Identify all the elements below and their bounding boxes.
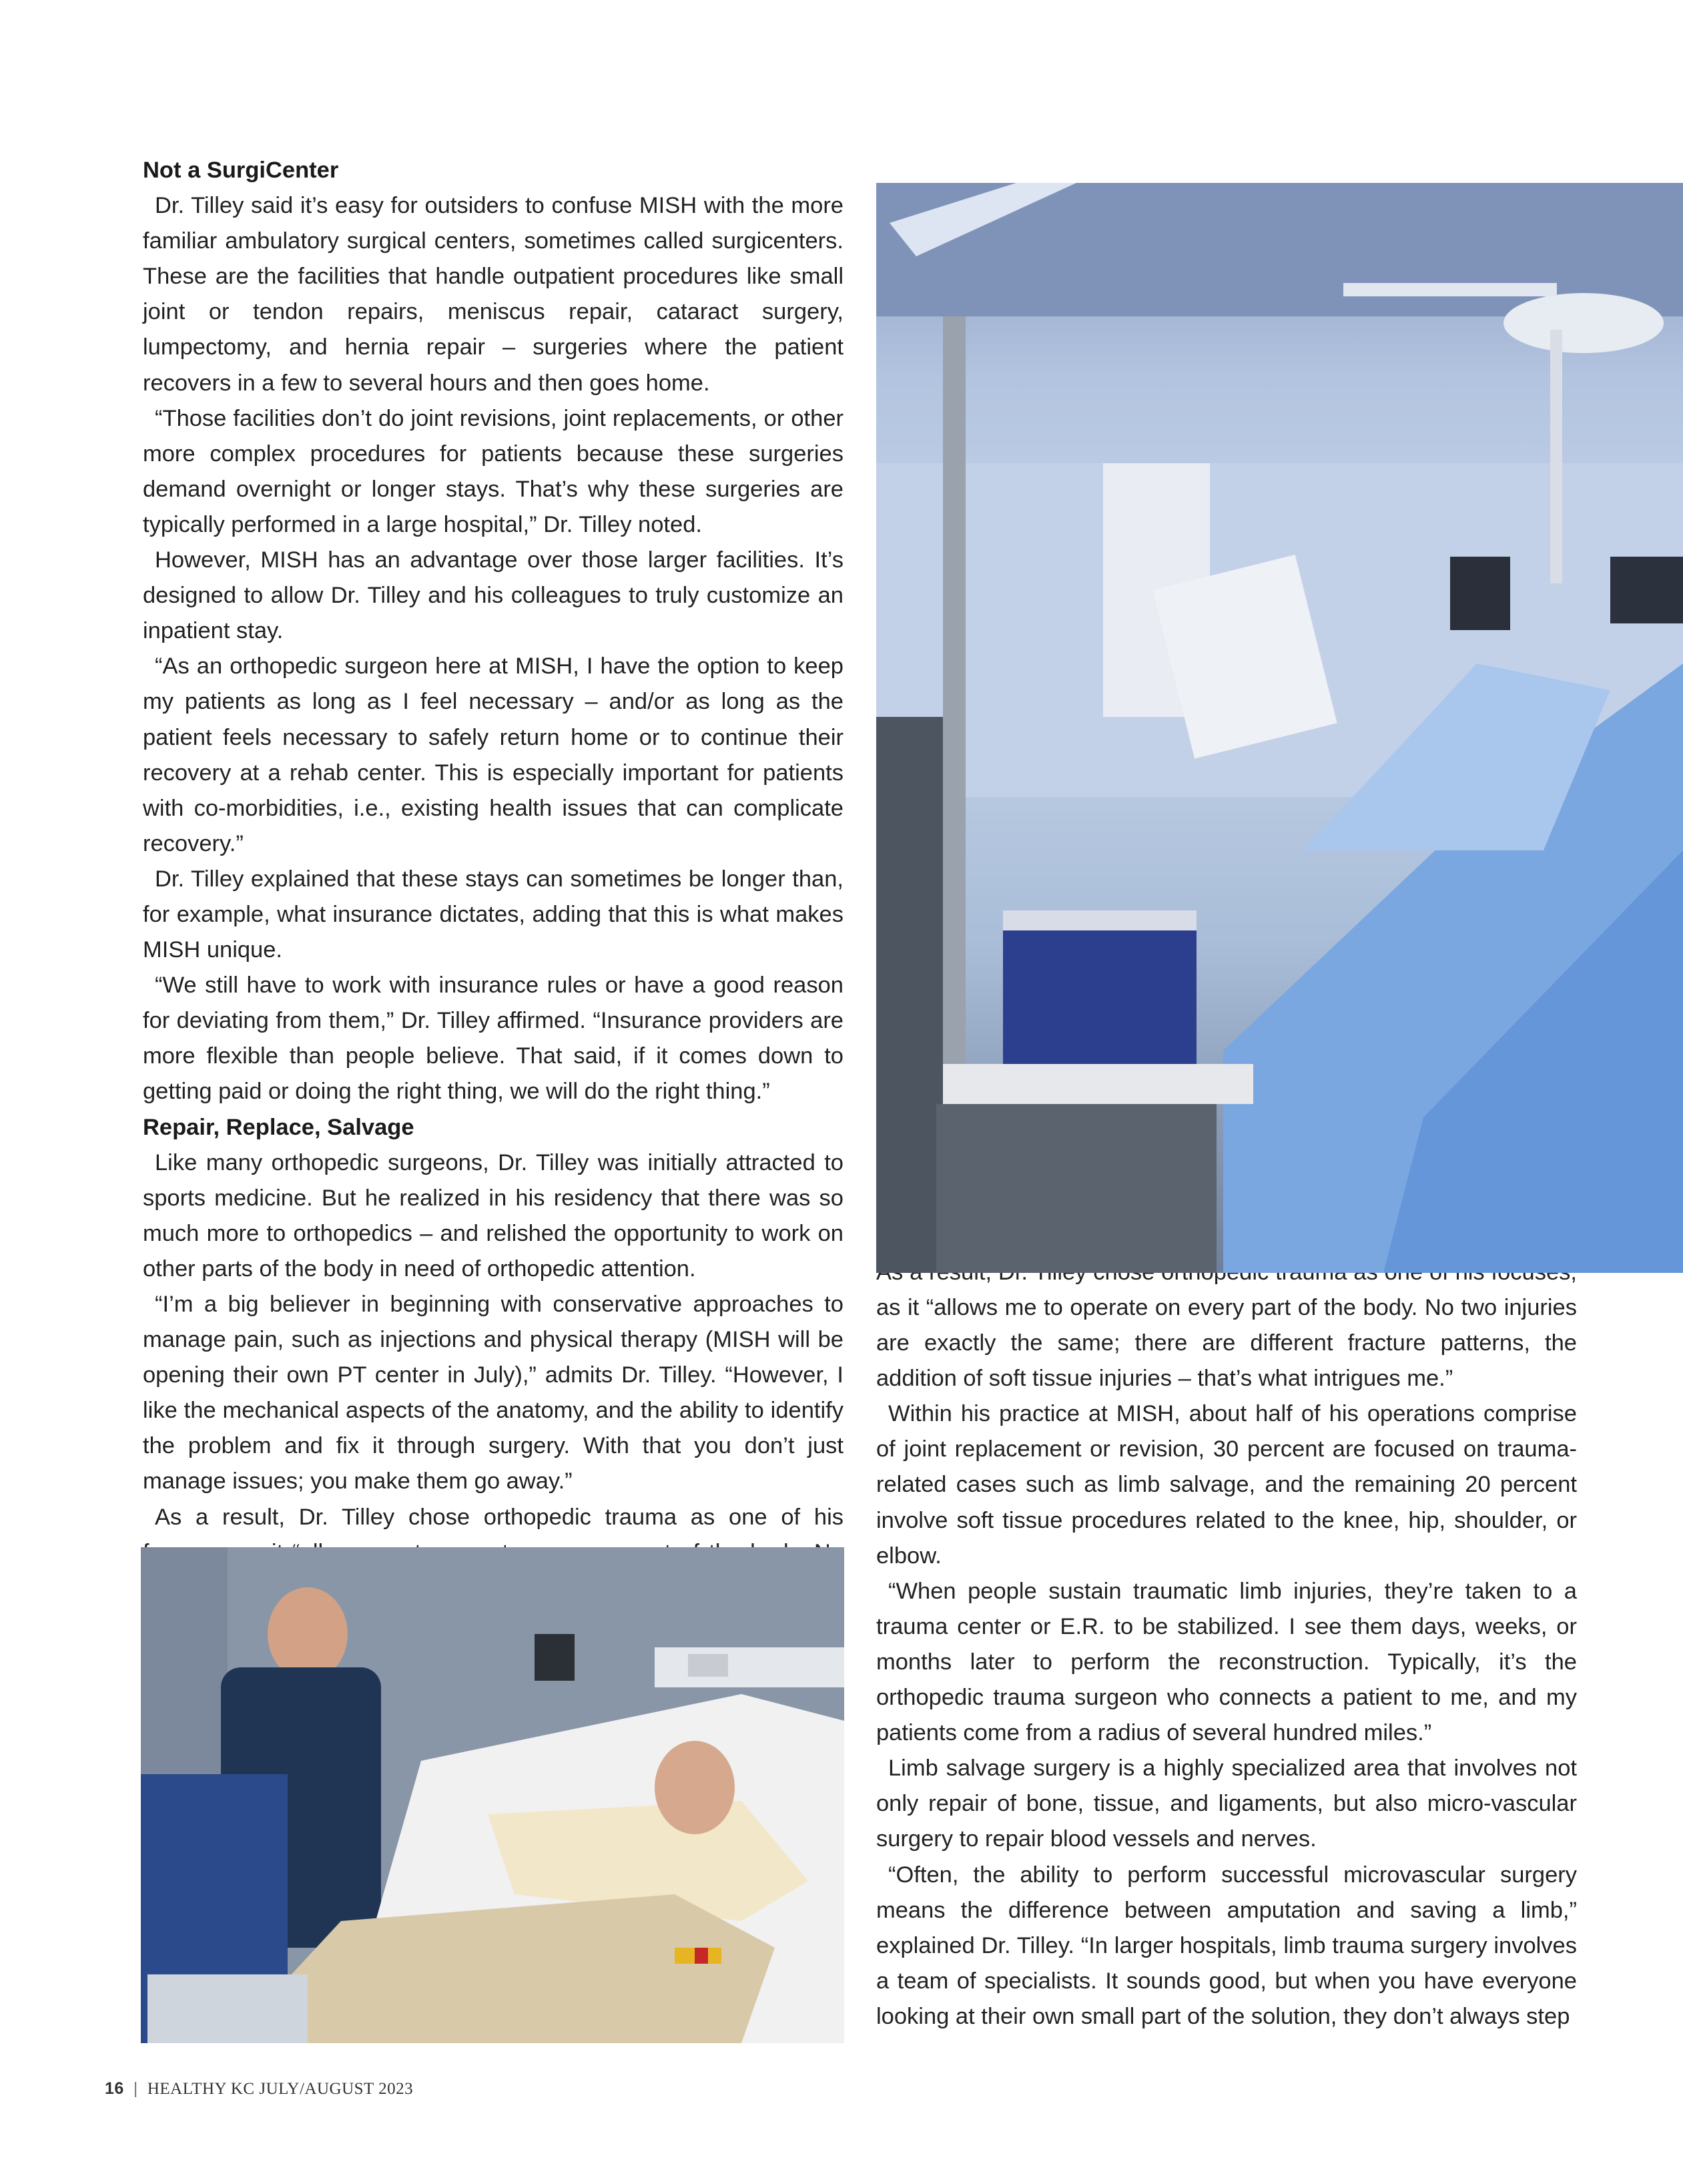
paragraph-continued: As a result, Dr. Tilley chose orthopedic trauma as one of his bbox=[155, 1504, 844, 1530]
section-heading-repair: Repair, Replace, Salvage bbox=[143, 1114, 414, 1140]
footer-separator: | bbox=[133, 2079, 138, 2098]
publication-name: HEALTHY KC JULY/AUGUST 2023 bbox=[147, 2080, 414, 2098]
paragraph: However, MISH has an advantage over those larger facilities. It’s designed to allow Dr. Tilley and his colleagues to truly customize an inpatient stay. bbox=[143, 547, 844, 644]
paragraph: “When people sustain traumatic limb injuries, they’re taken to a trauma center or E.R. to be stabilized. I see them days, weeks, or months later to perform the reconstruction. Typically, it’s the orthopedic trauma surgeon who connects a patient to me, and my patients come from a radius of several hundred miles.” bbox=[876, 1578, 1577, 1746]
paragraph: Within his practice at MISH, about half of his operations comprise of joint replacement or revision, 30 percent are focused on trauma-related cases such as limb salvage, and the remaining 20 percent involve soft tissue procedures related to the knee, hip, shoulder, or elbow. bbox=[876, 1401, 1577, 1569]
operating-room-photo bbox=[876, 183, 1683, 1273]
article-column-left bbox=[143, 153, 844, 1535]
paragraph-continuation bbox=[876, 1255, 1577, 1396]
paragraph: Dr. Tilley explained that these stays can sometimes be longer than, for example, what insurance dictates, adding that this is what makes MISH unique. bbox=[143, 866, 844, 963]
section-heading-surgicenter: Not a SurgiCenter bbox=[143, 158, 339, 183]
continuation-text: as it “allows me to operate on every part of the body. No two injuries are exactly the same; there are different fracture patterns, the addition of soft tissue injuries – that’s what intrigues me.” bbox=[876, 1295, 1577, 1392]
article-column-right bbox=[876, 1290, 1577, 2034]
paragraph: “As an orthopedic surgeon here at MISH, I have the option to keep my patients as long as I feel necessary – and/or as long as the patient feels necessary to safely return home or to continue their recovery at a rehab center. This is especially important for patients with co-morbidities, i.e., existing health issues that can complicate recovery.” bbox=[143, 653, 844, 856]
hospital-room-photo bbox=[141, 1547, 844, 2043]
paragraph: “Often, the ability to perform successful microvascular surgery means the difference between amputation and saving a limb,” explained Dr. Tilley. “In larger hospitals, limb trauma surgery involves a team of specialists. It sounds good, but when you have everyone looking at their own small part of the solution, they don’t always step bbox=[876, 1862, 1577, 2029]
paragraph: “We still have to work with insurance rules or have a good reason for deviating from them,” Dr. Tilley affirmed. “Insurance providers are more flexible than people believe. That said, if it comes down to getting paid or doing the right thing, we will do the right thing.” bbox=[143, 973, 844, 1105]
page-number: 16 bbox=[105, 2079, 124, 2098]
paragraph: “I’m a big believer in beginning with conservative approaches to manage pain, such as injections and physical therapy (MISH will be opening their own PT center in July),” admits Dr. Tilley. “However, I like the mechanical aspects of the anatomy, and the ability to identify the problem and fix it through surgery. With that you don’t just manage issues; you make them go away.” bbox=[143, 1292, 844, 1494]
paragraph: Limb salvage surgery is a highly specialized area that involves not only repair of bone, tissue, and ligaments, but also micro-vascular surgery to repair blood vessels and nerves. bbox=[876, 1755, 1577, 1852]
page-footer bbox=[105, 2079, 413, 2099]
paragraph: Dr. Tilley said it’s easy for outsiders to confuse MISH with the more familiar ambulatory surgical centers, sometimes called surgicenters. These are the facilities that handle outpatient procedures like small joint or tendon repairs, meniscus repair, cataract surgery, lumpectomy, and hernia repair – surgeries where the patient recovers in a few to several hours and then goes home. bbox=[143, 193, 844, 396]
paragraph: Like many orthopedic surgeons, Dr. Tilley was initially attracted to sports medicine. But he realized in his residency that there was so much more to orthopedics – and relished the opportunity to work on other parts of the body in need of orthopedic attention. bbox=[143, 1149, 844, 1282]
paragraph: “Those facilities don’t do joint revisions, joint replacements, or other more complex procedures for patients because these surgeries demand overnight or longer stays. That’s why these surgeries are typically performed in a large hospital,” Dr. Tilley noted. bbox=[143, 405, 844, 537]
